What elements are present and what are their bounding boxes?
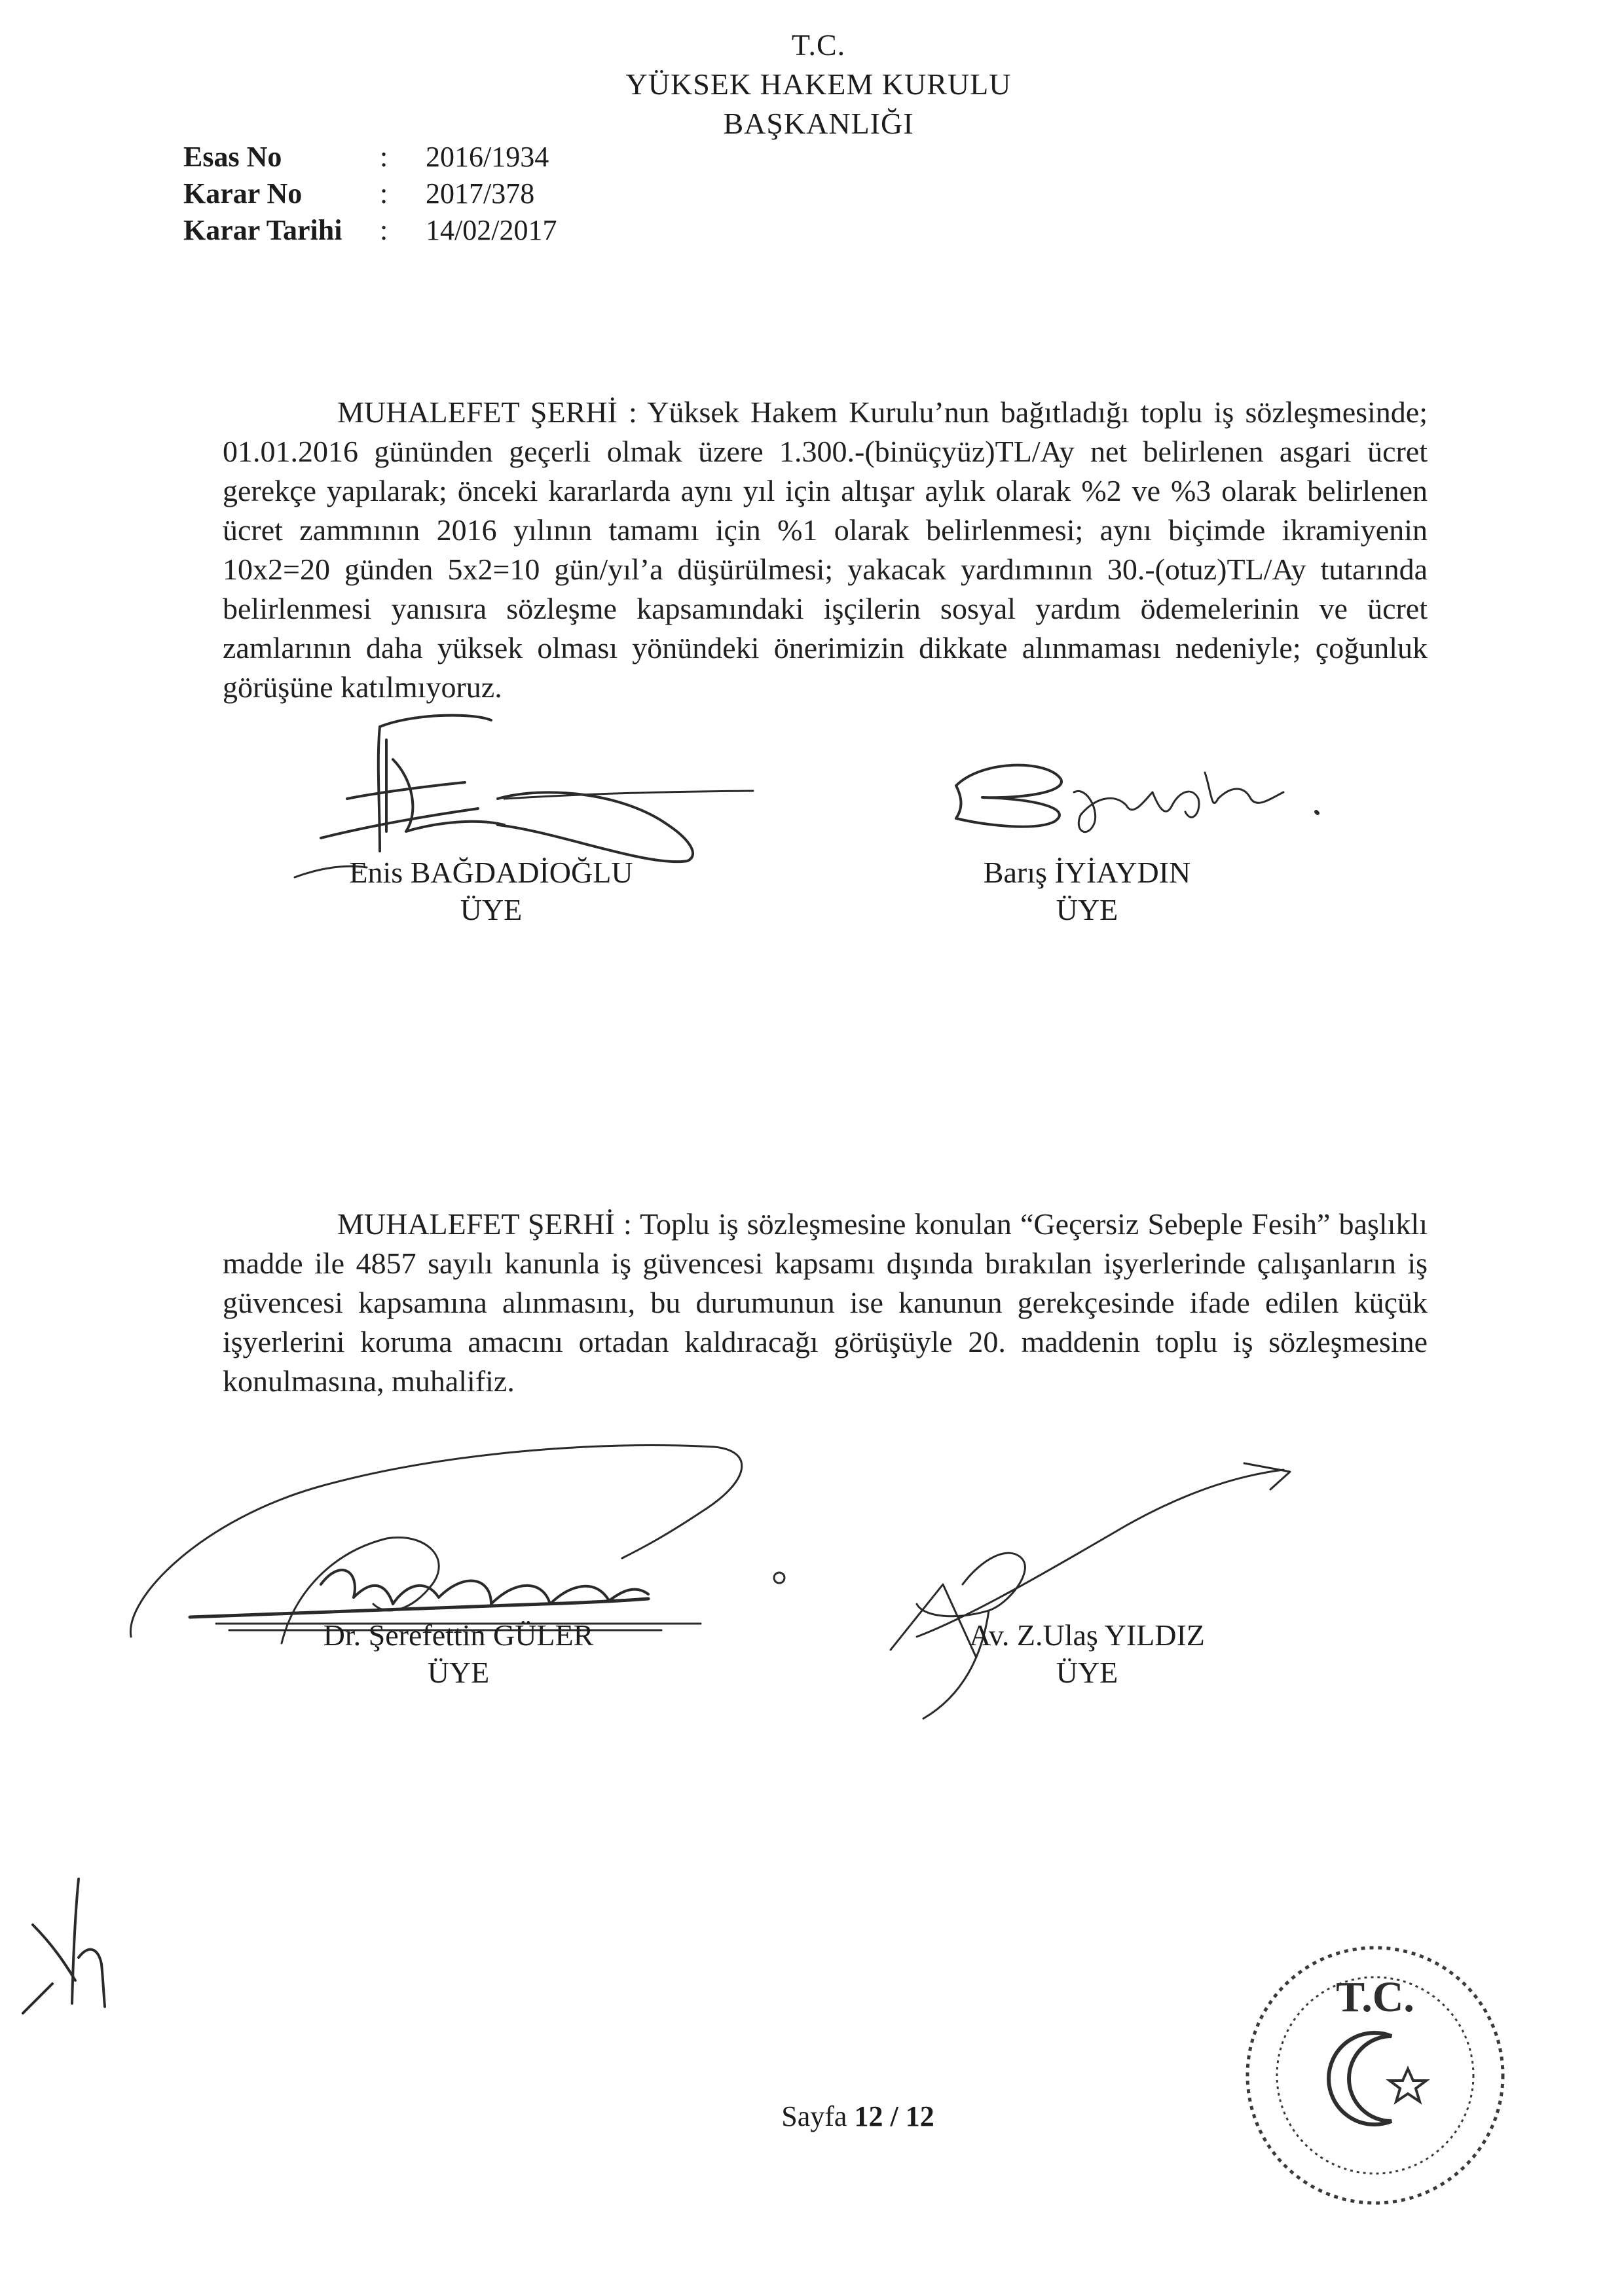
header-department: BAŞKANLIĞI xyxy=(723,107,914,140)
case-info-separator: : xyxy=(380,177,388,210)
signatory-name-enis: Enis BAĞDADİOĞLU xyxy=(349,856,633,889)
case-info-value: 2017/378 xyxy=(426,177,535,210)
signature-baris-icon xyxy=(943,746,1349,845)
header-institution: YÜKSEK HAKEM KURULU xyxy=(625,67,1012,101)
signatory-title-enis: ÜYE xyxy=(460,893,523,926)
dissent-paragraph-1: MUHALEFET ŞERHİ : Yüksek Hakem Kurulu’nun bağıtladığı toplu iş sözleşmesinde; 01.01.2016 gününden geçerli olmak üzere 1.300.-(binüçyüz)TL/Ay net belirlenen asgari ücret gerekçe yapılarak; önceki kararlarda aynı yıl için altışar aylık olarak %2 ve %3 olarak belirlenen ücret zammının 2016 yılının tamamı için %1 olarak belirlenmesi; aynı biçimde ikramiyenin 10x2=20 günden 5x2=10 gün/yıl’a düşürülmesi; yakacak yardımının 30.-(otuz)TL/Ay tutarında belirlenmesi yanısıra sözleşme kapsamındaki işçilerin sosyal yardım ödemelerinin ve ücret zamlarının daha yüksek olması yönündeki önerimizin dikkate alınmaması nedeniyle; çoğunluk görüşüne katılmıyoruz. xyxy=(223,395,1428,704)
case-info-label: Esas No xyxy=(183,141,282,173)
case-info-separator: : xyxy=(380,214,388,246)
seal-text: T.C. xyxy=(1336,1973,1414,2021)
case-info-value: 2016/1934 xyxy=(426,141,549,173)
header-tc: T.C. xyxy=(791,28,846,62)
page-prefix: Sayfa xyxy=(781,2100,847,2132)
initials-mark-icon xyxy=(13,1872,118,2023)
page-count: 12 / 12 xyxy=(854,2100,934,2132)
signatory-title-serefettin: ÜYE xyxy=(427,1656,490,1689)
case-info-separator: : xyxy=(380,141,388,173)
case-info-value: 14/02/2017 xyxy=(426,214,557,246)
signatory-title-ulas: ÜYE xyxy=(1056,1656,1118,1689)
signatory-name-baris: Barış İYİAYDIN xyxy=(983,856,1191,889)
signatory-name-ulas: Av. Z.Ulaş YILDIZ xyxy=(969,1618,1205,1652)
dissent-paragraph-2: MUHALEFET ŞERHİ : Toplu iş sözleşmesine konulan “Geçersiz Sebeple Fesih” başlıklı madde ile 4857 sayılı kanunla iş güvencesi kapsamı dışında bırakılan işyerlerinde çalışanların iş güvencesi kapsamına alınmasını, bu durumunun ise kanunun gerekçesinde ifade edilen küçük işyerlerini koruma amacını ortadan kaldıracağı görüşüyle 20. maddenin toplu iş sözleşmesine konulmasına, muhalifiz. xyxy=(223,1207,1428,1398)
signature-ulas-icon xyxy=(877,1460,1297,1735)
page-number xyxy=(681,2098,1035,2135)
signatory-title-baris: ÜYE xyxy=(1056,893,1118,926)
case-info-label: Karar Tarihi xyxy=(183,214,342,246)
case-info-label: Karar No xyxy=(183,177,303,210)
signatory-name-serefettin: Dr. Şerefettin GÜLER xyxy=(323,1618,594,1652)
official-seal-icon xyxy=(1238,1938,1513,2213)
